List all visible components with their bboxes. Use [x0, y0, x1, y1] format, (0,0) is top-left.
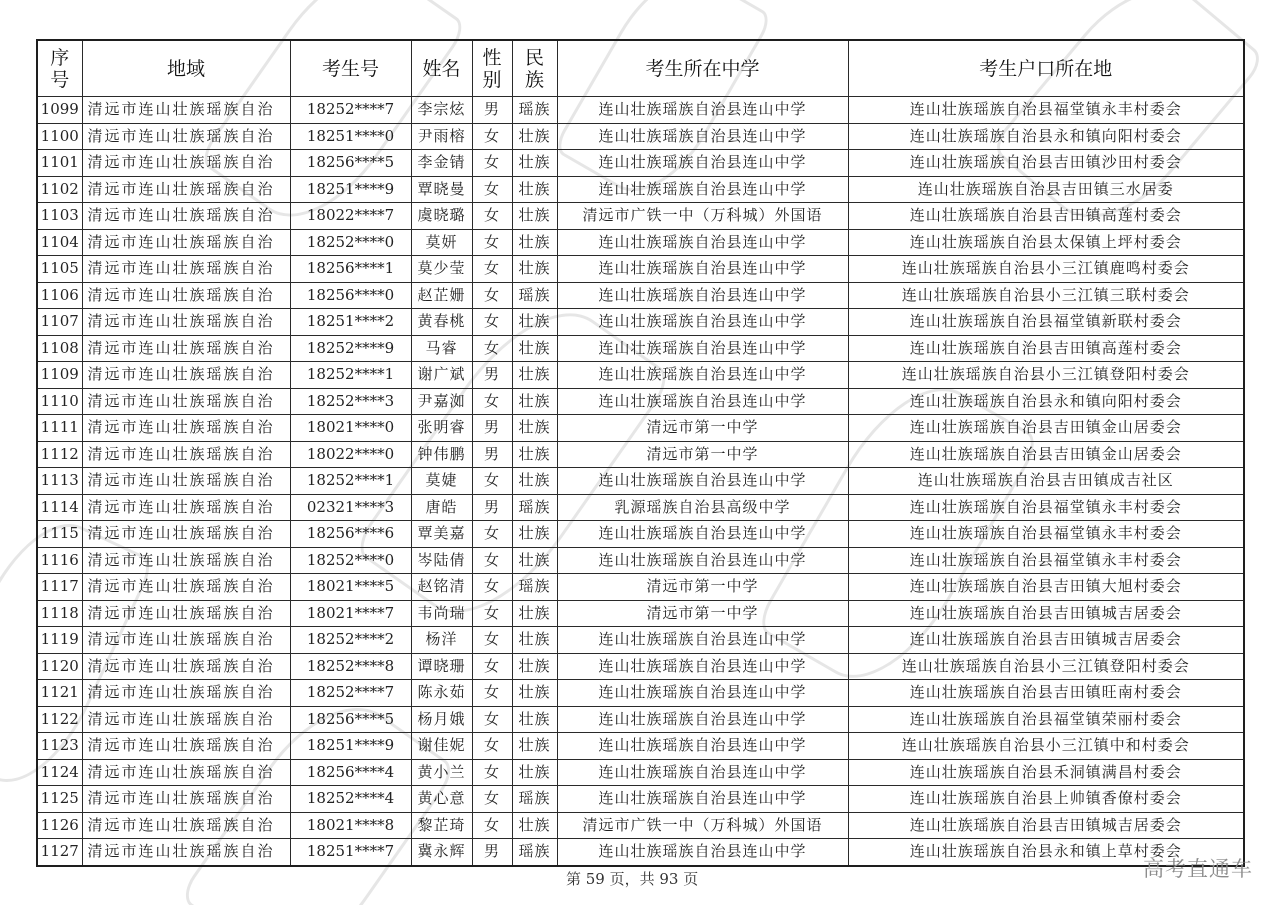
cell-ethnic: 壮族	[512, 123, 557, 150]
cell-name: 李宗炫	[411, 97, 472, 124]
cell-hukou: 连山壮族瑶族自治县上帅镇香僚村委会	[848, 786, 1244, 813]
cell-ethnic: 壮族	[512, 812, 557, 839]
cell-gender: 女	[472, 733, 512, 760]
cell-hukou: 连山壮族瑶族自治县小三江镇登阳村委会	[848, 653, 1244, 680]
table-row	[37, 653, 1244, 680]
cell-seq: 1121	[37, 680, 82, 707]
cell-school: 清远市第一中学	[557, 600, 848, 627]
cell-ethnic: 壮族	[512, 415, 557, 442]
cell-name: 谭晓珊	[411, 653, 472, 680]
cell-region: 清远市连山壮族瑶族自治	[82, 786, 290, 813]
cell-school: 连山壮族瑶族自治县连山中学	[557, 97, 848, 124]
cell-exam-no: 18021****8	[290, 812, 411, 839]
cell-name: 李金锖	[411, 150, 472, 177]
cell-ethnic: 瑶族	[512, 97, 557, 124]
cell-name: 赵芷姗	[411, 282, 472, 309]
cell-school: 清远市广铁一中（万科城）外国语	[557, 203, 848, 230]
cell-ethnic: 壮族	[512, 256, 557, 283]
cell-hukou: 连山壮族瑶族自治县永和镇向阳村委会	[848, 123, 1244, 150]
cell-hukou: 连山壮族瑶族自治县小三江镇中和村委会	[848, 733, 1244, 760]
cell-region: 清远市连山壮族瑶族自治	[82, 335, 290, 362]
table-row	[37, 97, 1244, 124]
cell-school: 连山壮族瑶族自治县连山中学	[557, 627, 848, 654]
cell-region: 清远市连山壮族瑶族自治	[82, 123, 290, 150]
cell-seq: 1117	[37, 574, 82, 601]
cell-ethnic: 壮族	[512, 176, 557, 203]
cell-seq: 1106	[37, 282, 82, 309]
cell-gender: 女	[472, 388, 512, 415]
cell-school: 乳源瑶族自治县高级中学	[557, 494, 848, 521]
cell-school: 连山壮族瑶族自治县连山中学	[557, 759, 848, 786]
cell-name: 冀永辉	[411, 839, 472, 866]
cell-school: 连山壮族瑶族自治县连山中学	[557, 653, 848, 680]
cell-exam-no: 18252****7	[290, 97, 411, 124]
table-row	[37, 733, 1244, 760]
cell-school: 连山壮族瑶族自治县连山中学	[557, 468, 848, 495]
table-row	[37, 839, 1244, 866]
table-row	[37, 282, 1244, 309]
cell-region: 清远市连山壮族瑶族自治	[82, 600, 290, 627]
cell-region: 清远市连山壮族瑶族自治	[82, 229, 290, 256]
cell-gender: 女	[472, 574, 512, 601]
cell-exam-no: 18252****4	[290, 786, 411, 813]
cell-gender: 女	[472, 521, 512, 548]
cell-seq: 1118	[37, 600, 82, 627]
cell-ethnic: 壮族	[512, 362, 557, 389]
cell-school: 连山壮族瑶族自治县连山中学	[557, 335, 848, 362]
cell-region: 清远市连山壮族瑶族自治	[82, 256, 290, 283]
cell-seq: 1120	[37, 653, 82, 680]
cell-region: 清远市连山壮族瑶族自治	[82, 362, 290, 389]
cell-name: 黄小兰	[411, 759, 472, 786]
cell-region: 清远市连山壮族瑶族自治	[82, 680, 290, 707]
cell-ethnic: 壮族	[512, 733, 557, 760]
header-region: 地域	[82, 40, 290, 97]
cell-gender: 女	[472, 468, 512, 495]
cell-ethnic: 壮族	[512, 547, 557, 574]
cell-seq: 1105	[37, 256, 82, 283]
cell-ethnic: 壮族	[512, 150, 557, 177]
cell-seq: 1124	[37, 759, 82, 786]
cell-exam-no: 18021****0	[290, 415, 411, 442]
cell-exam-no: 18256****1	[290, 256, 411, 283]
cell-seq: 1103	[37, 203, 82, 230]
cell-gender: 女	[472, 653, 512, 680]
cell-school: 连山壮族瑶族自治县连山中学	[557, 521, 848, 548]
cell-seq: 1101	[37, 150, 82, 177]
cell-exam-no: 18251****2	[290, 309, 411, 336]
header-seq: 序 号	[37, 40, 82, 97]
cell-exam-no: 18256****0	[290, 282, 411, 309]
cell-name: 赵铭清	[411, 574, 472, 601]
cell-hukou: 连山壮族瑶族自治县小三江镇鹿鸣村委会	[848, 256, 1244, 283]
table-header-row	[37, 40, 1244, 97]
cell-exam-no: 18252****2	[290, 627, 411, 654]
cell-name: 覃美嘉	[411, 521, 472, 548]
header-hukou: 考生户口所在地	[848, 40, 1244, 97]
cell-school: 连山壮族瑶族自治县连山中学	[557, 388, 848, 415]
cell-hukou: 连山壮族瑶族自治县吉田镇金山居委会	[848, 441, 1244, 468]
cell-region: 清远市连山壮族瑶族自治	[82, 468, 290, 495]
cell-name: 黄心意	[411, 786, 472, 813]
cell-gender: 男	[472, 415, 512, 442]
cell-name: 杨洋	[411, 627, 472, 654]
cell-name: 莫少莹	[411, 256, 472, 283]
cell-gender: 女	[472, 256, 512, 283]
table-row	[37, 388, 1244, 415]
cell-hukou: 连山壮族瑶族自治县福堂镇永丰村委会	[848, 494, 1244, 521]
cell-gender: 男	[472, 494, 512, 521]
cell-hukou: 连山壮族瑶族自治县福堂镇永丰村委会	[848, 97, 1244, 124]
cell-hukou: 连山壮族瑶族自治县小三江镇登阳村委会	[848, 362, 1244, 389]
table-row	[37, 706, 1244, 733]
cell-school: 连山壮族瑶族自治县连山中学	[557, 150, 848, 177]
cell-seq: 1122	[37, 706, 82, 733]
cell-name: 虞晓璐	[411, 203, 472, 230]
cell-seq: 1099	[37, 97, 82, 124]
cell-gender: 女	[472, 680, 512, 707]
table-row	[37, 680, 1244, 707]
cell-region: 清远市连山壮族瑶族自治	[82, 759, 290, 786]
cell-region: 清远市连山壮族瑶族自治	[82, 839, 290, 866]
cell-exam-no: 18251****9	[290, 733, 411, 760]
cell-seq: 1102	[37, 176, 82, 203]
cell-region: 清远市连山壮族瑶族自治	[82, 574, 290, 601]
table-row	[37, 415, 1244, 442]
cell-seq: 1108	[37, 335, 82, 362]
cell-region: 清远市连山壮族瑶族自治	[82, 494, 290, 521]
cell-region: 清远市连山壮族瑶族自治	[82, 176, 290, 203]
cell-name: 张明睿	[411, 415, 472, 442]
cell-school: 连山壮族瑶族自治县连山中学	[557, 256, 848, 283]
cell-exam-no: 18021****7	[290, 600, 411, 627]
cell-exam-no: 18252****7	[290, 680, 411, 707]
cell-hukou: 连山壮族瑶族自治县吉田镇旺南村委会	[848, 680, 1244, 707]
cell-seq: 1100	[37, 123, 82, 150]
header-name: 姓名	[411, 40, 472, 97]
cell-gender: 男	[472, 441, 512, 468]
cell-region: 清远市连山壮族瑶族自治	[82, 282, 290, 309]
header-gender: 性 别	[472, 40, 512, 97]
cell-school: 连山壮族瑶族自治县连山中学	[557, 547, 848, 574]
cell-ethnic: 瑶族	[512, 839, 557, 866]
cell-seq: 1107	[37, 309, 82, 336]
cell-hukou: 连山壮族瑶族自治县吉田镇城吉居委会	[848, 600, 1244, 627]
cell-ethnic: 壮族	[512, 309, 557, 336]
table-row	[37, 441, 1244, 468]
cell-ethnic: 壮族	[512, 521, 557, 548]
cell-gender: 女	[472, 547, 512, 574]
cell-school: 清远市第一中学	[557, 415, 848, 442]
cell-region: 清远市连山壮族瑶族自治	[82, 388, 290, 415]
cell-hukou: 连山壮族瑶族自治县吉田镇金山居委会	[848, 415, 1244, 442]
cell-school: 连山壮族瑶族自治县连山中学	[557, 362, 848, 389]
cell-exam-no: 18252****3	[290, 388, 411, 415]
table-row	[37, 468, 1244, 495]
cell-gender: 女	[472, 600, 512, 627]
cell-hukou: 连山壮族瑶族自治县小三江镇三联村委会	[848, 282, 1244, 309]
cell-seq: 1112	[37, 441, 82, 468]
cell-seq: 1113	[37, 468, 82, 495]
table-row	[37, 123, 1244, 150]
cell-exam-no: 18022****7	[290, 203, 411, 230]
cell-name: 杨月娥	[411, 706, 472, 733]
cell-ethnic: 壮族	[512, 706, 557, 733]
cell-ethnic: 壮族	[512, 441, 557, 468]
table-body	[37, 97, 1244, 866]
cell-gender: 女	[472, 627, 512, 654]
cell-hukou: 连山壮族瑶族自治县吉田镇城吉居委会	[848, 812, 1244, 839]
cell-school: 清远市第一中学	[557, 441, 848, 468]
cell-seq: 1127	[37, 839, 82, 866]
cell-name: 马睿	[411, 335, 472, 362]
cell-hukou: 连山壮族瑶族自治县吉田镇三水居委	[848, 176, 1244, 203]
cell-ethnic: 壮族	[512, 229, 557, 256]
table-row	[37, 335, 1244, 362]
table-row	[37, 600, 1244, 627]
cell-exam-no: 18022****0	[290, 441, 411, 468]
cell-hukou: 连山壮族瑶族自治县福堂镇荣丽村委会	[848, 706, 1244, 733]
cell-ethnic: 瑶族	[512, 574, 557, 601]
cell-hukou: 连山壮族瑶族自治县吉田镇成吉社区	[848, 468, 1244, 495]
cell-name: 尹雨榕	[411, 123, 472, 150]
cell-region: 清远市连山壮族瑶族自治	[82, 653, 290, 680]
cell-ethnic: 瑶族	[512, 282, 557, 309]
brand-watermark-text: 高考直通车	[1143, 857, 1253, 881]
cell-ethnic: 壮族	[512, 600, 557, 627]
cell-ethnic: 壮族	[512, 680, 557, 707]
cell-region: 清远市连山壮族瑶族自治	[82, 97, 290, 124]
cell-exam-no: 18251****0	[290, 123, 411, 150]
cell-gender: 女	[472, 706, 512, 733]
cell-gender: 男	[472, 839, 512, 866]
cell-name: 莫妍	[411, 229, 472, 256]
cell-exam-no: 18256****4	[290, 759, 411, 786]
cell-name: 陈永茹	[411, 680, 472, 707]
cell-gender: 女	[472, 335, 512, 362]
cell-region: 清远市连山壮族瑶族自治	[82, 547, 290, 574]
cell-seq: 1114	[37, 494, 82, 521]
cell-hukou: 连山壮族瑶族自治县永和镇上草村委会	[848, 839, 1244, 866]
cell-gender: 男	[472, 97, 512, 124]
cell-region: 清远市连山壮族瑶族自治	[82, 150, 290, 177]
table-row	[37, 229, 1244, 256]
cell-ethnic: 壮族	[512, 759, 557, 786]
cell-seq: 1110	[37, 388, 82, 415]
cell-ethnic: 壮族	[512, 468, 557, 495]
cell-school: 清远市第一中学	[557, 574, 848, 601]
cell-name: 唐皓	[411, 494, 472, 521]
cell-gender: 女	[472, 282, 512, 309]
cell-hukou: 连山壮族瑶族自治县吉田镇高莲村委会	[848, 335, 1244, 362]
table-row	[37, 176, 1244, 203]
cell-region: 清远市连山壮族瑶族自治	[82, 441, 290, 468]
cell-school: 连山壮族瑶族自治县连山中学	[557, 123, 848, 150]
cell-name: 黎芷琦	[411, 812, 472, 839]
cell-name: 尹嘉洳	[411, 388, 472, 415]
cell-ethnic: 瑶族	[512, 494, 557, 521]
cell-gender: 女	[472, 123, 512, 150]
cell-seq: 1119	[37, 627, 82, 654]
cell-hukou: 连山壮族瑶族自治县福堂镇新联村委会	[848, 309, 1244, 336]
table-row	[37, 812, 1244, 839]
cell-exam-no: 02321****3	[290, 494, 411, 521]
cell-gender: 女	[472, 812, 512, 839]
cell-region: 清远市连山壮族瑶族自治	[82, 309, 290, 336]
table-row	[37, 150, 1244, 177]
cell-hukou: 连山壮族瑶族自治县吉田镇城吉居委会	[848, 627, 1244, 654]
cell-exam-no: 18252****0	[290, 547, 411, 574]
cell-region: 清远市连山壮族瑶族自治	[82, 203, 290, 230]
cell-exam-no: 18256****6	[290, 521, 411, 548]
cell-name: 覃晓曼	[411, 176, 472, 203]
cell-gender: 女	[472, 176, 512, 203]
cell-exam-no: 18252****8	[290, 653, 411, 680]
header-exam-no: 考生号	[290, 40, 411, 97]
table-row	[37, 521, 1244, 548]
table-row	[37, 362, 1244, 389]
cell-seq: 1111	[37, 415, 82, 442]
cell-gender: 女	[472, 229, 512, 256]
cell-region: 清远市连山壮族瑶族自治	[82, 627, 290, 654]
table-row	[37, 494, 1244, 521]
table-row	[37, 309, 1244, 336]
cell-ethnic: 壮族	[512, 335, 557, 362]
cell-school: 连山壮族瑶族自治县连山中学	[557, 733, 848, 760]
cell-gender: 女	[472, 759, 512, 786]
cell-exam-no: 18251****7	[290, 839, 411, 866]
cell-seq: 1123	[37, 733, 82, 760]
cell-school: 连山壮族瑶族自治县连山中学	[557, 309, 848, 336]
cell-region: 清远市连山壮族瑶族自治	[82, 733, 290, 760]
cell-hukou: 连山壮族瑶族自治县福堂镇永丰村委会	[848, 547, 1244, 574]
cell-name: 谢佳妮	[411, 733, 472, 760]
header-school: 考生所在中学	[557, 40, 848, 97]
cell-seq: 1109	[37, 362, 82, 389]
cell-name: 谢广斌	[411, 362, 472, 389]
cell-hukou: 连山壮族瑶族自治县吉田镇沙田村委会	[848, 150, 1244, 177]
cell-gender: 女	[472, 309, 512, 336]
cell-hukou: 连山壮族瑶族自治县禾洞镇满昌村委会	[848, 759, 1244, 786]
cell-school: 连山壮族瑶族自治县连山中学	[557, 786, 848, 813]
cell-region: 清远市连山壮族瑶族自治	[82, 812, 290, 839]
cell-seq: 1126	[37, 812, 82, 839]
cell-exam-no: 18251****9	[290, 176, 411, 203]
cell-region: 清远市连山壮族瑶族自治	[82, 521, 290, 548]
cell-gender: 女	[472, 786, 512, 813]
cell-hukou: 连山壮族瑶族自治县太保镇上坪村委会	[848, 229, 1244, 256]
cell-seq: 1125	[37, 786, 82, 813]
cell-hukou: 连山壮族瑶族自治县福堂镇永丰村委会	[848, 521, 1244, 548]
table-row	[37, 547, 1244, 574]
cell-ethnic: 壮族	[512, 653, 557, 680]
table-row	[37, 759, 1244, 786]
cell-exam-no: 18256****5	[290, 706, 411, 733]
cell-exam-no: 18252****9	[290, 335, 411, 362]
cell-name: 岑陆倩	[411, 547, 472, 574]
cell-seq: 1116	[37, 547, 82, 574]
cell-name: 钟伟鹏	[411, 441, 472, 468]
cell-school: 连山壮族瑶族自治县连山中学	[557, 176, 848, 203]
admission-roster-table	[36, 39, 1245, 867]
cell-ethnic: 壮族	[512, 388, 557, 415]
cell-ethnic: 壮族	[512, 627, 557, 654]
table-row	[37, 627, 1244, 654]
cell-hukou: 连山壮族瑶族自治县永和镇向阳村委会	[848, 388, 1244, 415]
header-ethnic: 民 族	[512, 40, 557, 97]
cell-school: 连山壮族瑶族自治县连山中学	[557, 839, 848, 866]
cell-exam-no: 18252****1	[290, 362, 411, 389]
cell-hukou: 连山壮族瑶族自治县吉田镇大旭村委会	[848, 574, 1244, 601]
table-row	[37, 256, 1244, 283]
cell-school: 连山壮族瑶族自治县连山中学	[557, 706, 848, 733]
cell-ethnic: 壮族	[512, 203, 557, 230]
cell-exam-no: 18256****5	[290, 150, 411, 177]
cell-seq: 1115	[37, 521, 82, 548]
cell-exam-no: 18252****1	[290, 468, 411, 495]
cell-region: 清远市连山壮族瑶族自治	[82, 706, 290, 733]
cell-school: 连山壮族瑶族自治县连山中学	[557, 282, 848, 309]
cell-school: 连山壮族瑶族自治县连山中学	[557, 680, 848, 707]
cell-exam-no: 18021****5	[290, 574, 411, 601]
cell-school: 清远市广铁一中（万科城）外国语	[557, 812, 848, 839]
cell-region: 清远市连山壮族瑶族自治	[82, 415, 290, 442]
cell-ethnic: 瑶族	[512, 786, 557, 813]
table-row	[37, 574, 1244, 601]
cell-gender: 女	[472, 150, 512, 177]
cell-hukou: 连山壮族瑶族自治县吉田镇高莲村委会	[848, 203, 1244, 230]
cell-name: 韦尚瑞	[411, 600, 472, 627]
page-number: 第 59 页，共 93 页	[566, 870, 699, 888]
cell-name: 莫婕	[411, 468, 472, 495]
cell-gender: 女	[472, 203, 512, 230]
cell-name: 黄春桃	[411, 309, 472, 336]
cell-school: 连山壮族瑶族自治县连山中学	[557, 229, 848, 256]
table-row	[37, 786, 1244, 813]
cell-exam-no: 18252****0	[290, 229, 411, 256]
cell-gender: 男	[472, 362, 512, 389]
cell-seq: 1104	[37, 229, 82, 256]
table-row	[37, 203, 1244, 230]
